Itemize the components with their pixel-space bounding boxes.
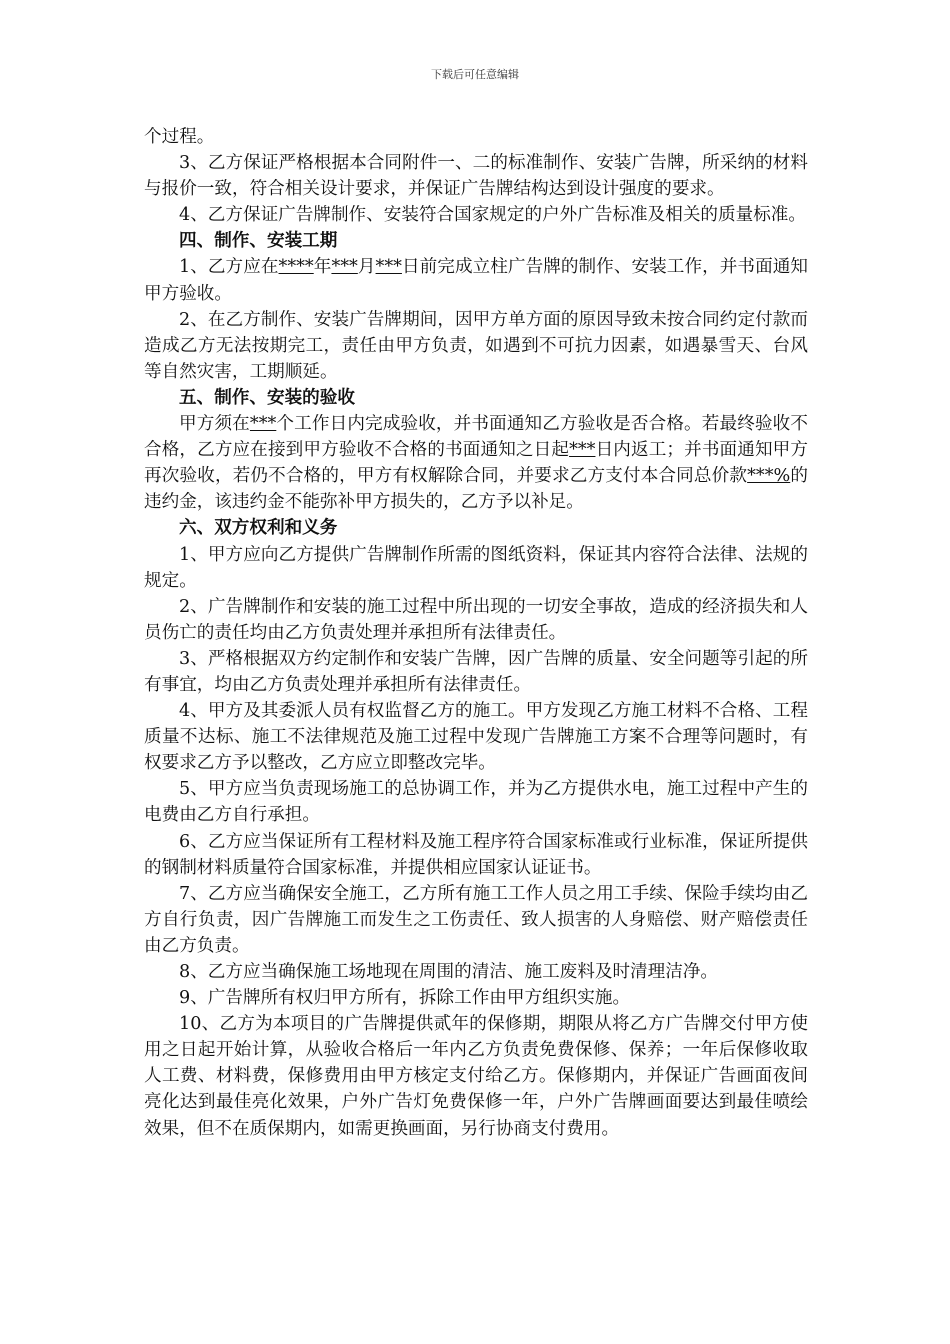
- clause-text: 日前完成立柱广告牌的制作、安装工作，并书面通知甲方验收。: [144, 257, 808, 304]
- clause-text: 个工作日内完成验收，并书面通知乙方验收是否合格。若最终验收不合格，乙方应在接到甲方验收不合格的书面通知之日起: [144, 414, 808, 461]
- paragraph-continuation: 个过程。: [144, 127, 215, 147]
- blank-day: ***: [375, 257, 402, 278]
- blank-days-acceptance: ***: [249, 414, 277, 435]
- clause-text: 年: [313, 257, 332, 278]
- blank-month: ***: [331, 257, 358, 278]
- document-body: [144, 124, 808, 1142]
- clause-6-item: 6、乙方应当保证所有工程材料及施工程序符合国家标准或行业标准，保证所提供的钢制材料质量符合国家标准，并提供相应国家认证证书。: [144, 831, 808, 878]
- blank-days-rework: ***: [569, 440, 596, 461]
- section-heading-5: 五、制作、安装的验收: [179, 386, 355, 408]
- page-header: 下载后可任意编辑: [431, 68, 519, 81]
- clause-6-item: 4、甲方及其委派人员有权监督乙方的施工。甲方发现乙方施工材料不合格、工程质量不达标、施工不法律规范及施工过程中发现广告牌施工方案不合理等问题时，有权要求乙方予以整改，乙方应立即整改完毕。: [144, 701, 808, 774]
- clause-6-item: 1、甲方应向乙方提供广告牌制作所需的图纸资料，保证其内容符合法律、法规的规定。: [144, 544, 808, 591]
- clause-6-item: 2、广告牌制作和安装的施工过程中所出现的一切安全事故，造成的经济损失和人员伤亡的责任均由乙方负责处理并承担所有法律责任。: [144, 596, 808, 643]
- clause-4-2: 2、在乙方制作、安装广告牌期间，因甲方单方面的原因导致未按合同约定付款而造成乙方无法按期完工，责任由甲方负责，如遇到不可抗力因素，如遇暴雪天、台风等自然灾害，工期顺延。: [144, 309, 808, 382]
- blank-year: ****: [278, 257, 314, 278]
- clause-6-item: 5、甲方应当负责现场施工的总协调工作，并为乙方提供水电，施工过程中产生的电费由乙方自行承担。: [144, 779, 808, 826]
- clause-3-4: 4、乙方保证广告牌制作、安装符合国家规定的户外广告标准及相关的质量标准。: [179, 205, 806, 226]
- blank-penalty-percent: ***%: [747, 466, 791, 487]
- clause-3-3: 3、乙方保证严格根据本合同附件一、二的标准制作、安装广告牌，所采纳的材料与报价一致，符合相关设计要求，并保证广告牌结构达到设计强度的要求。: [144, 153, 808, 200]
- clause-6-item: 8、乙方应当确保施工场地现在周围的清洁、施工废料及时清理洁净。: [179, 962, 719, 982]
- clause-6-item: 3、严格根据双方约定制作和安装广告牌，因广告牌的质量、安全问题等引起的所有事宜，均由乙方负责处理并承担所有法律责任。: [144, 648, 808, 695]
- section-heading-4: 四、制作、安装工期: [179, 230, 338, 252]
- clause-6-item: 9、广告牌所有权归甲方所有，拆除工作由甲方组织实施。: [179, 988, 631, 1009]
- clause-4-1: [144, 254, 808, 306]
- clause-text: 甲方须在: [179, 414, 250, 435]
- clause-text: 1、乙方应在: [179, 257, 279, 278]
- clause-6-item: 7、乙方应当确保安全施工，乙方所有施工工作人员之用工手续、保险手续均由乙方自行负责，因广告牌施工而发生之工伤责任、致人损害的人身赔偿、财产赔偿责任由乙方负责。: [144, 883, 808, 956]
- clause-5: [144, 411, 808, 515]
- clause-text: 月: [357, 257, 376, 278]
- clause-text: 的违约金，该违约金不能弥补甲方损失的，乙方予以补足。: [144, 466, 808, 513]
- clause-text: 日内返工；并书面通知甲方再次验收，若仍不合格的，甲方有权解除合同，并要求乙方支付本合同总价款: [144, 440, 808, 487]
- clause-6-item: 10、乙方为本项目的广告牌提供贰年的保修期，期限从将乙方广告牌交付甲方使用之日起开始计算，从验收合格后一年内乙方负责免费保修、保养；一年后保修收取人工费、材料费，保修费用由甲方核定支付给乙方。保修期内，并保证广告画面夜间亮化达到最佳亮化效果，户外广告灯免费保修一年，户外广告牌画面要达到最佳喷绘效果，但不在质保期内，如需更换画面，另行协商支付费用。: [144, 1014, 808, 1139]
- section-heading-6: 六、双方权利和义务: [179, 517, 338, 539]
